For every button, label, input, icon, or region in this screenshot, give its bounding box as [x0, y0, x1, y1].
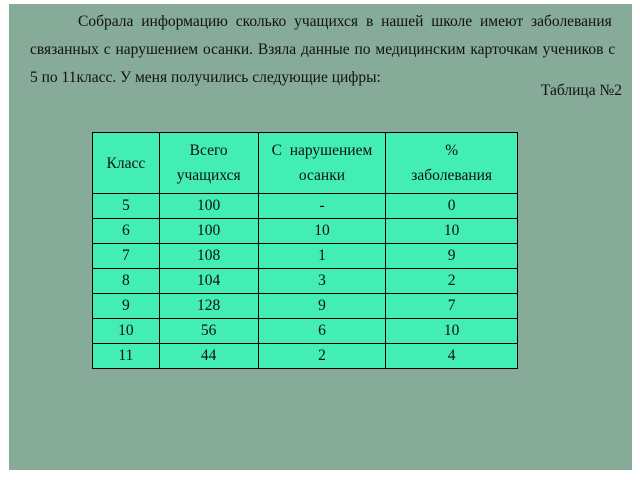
- cell-class: 5: [93, 194, 160, 219]
- intro-paragraph: [30, 8, 626, 92]
- cell-total: 100: [159, 194, 258, 219]
- table-body: [93, 194, 518, 369]
- cell-percent: 10: [386, 319, 518, 344]
- table-caption: Таблица №2: [540, 82, 622, 99]
- scoliosis-data-table: [92, 132, 518, 369]
- column-header-class: Класс: [93, 133, 160, 194]
- table-header-row: [93, 133, 518, 194]
- cell-percent: 4: [386, 344, 518, 369]
- intro-line: связанных с нарушением осанки. Взяла данные по медицинским карточкам учеников с: [30, 41, 616, 58]
- table-row: [93, 344, 518, 369]
- column-header-total: Всего учащихся: [159, 133, 258, 194]
- cell-percent: 7: [386, 294, 518, 319]
- cell-posture: 10: [258, 219, 386, 244]
- cell-class: 11: [93, 344, 160, 369]
- slide-background: [9, 4, 632, 470]
- table-row: [93, 219, 518, 244]
- cell-percent: 2: [386, 269, 518, 294]
- cell-posture: 1: [258, 244, 386, 269]
- cell-percent: 10: [386, 219, 518, 244]
- cell-total: 104: [159, 269, 258, 294]
- cell-total: 44: [159, 344, 258, 369]
- column-header-posture: С нарушением осанки: [258, 133, 386, 194]
- cell-percent: 0: [386, 194, 518, 219]
- cell-total: 56: [159, 319, 258, 344]
- cell-posture: 6: [258, 319, 386, 344]
- cell-posture: 3: [258, 269, 386, 294]
- table-row: [93, 194, 518, 219]
- table-row: [93, 294, 518, 319]
- table-row: [93, 269, 518, 294]
- intro-line: 5 по 11класс. У меня получились следующие цифры:: [30, 69, 381, 86]
- cell-class: 7: [93, 244, 160, 269]
- cell-class: 9: [93, 294, 160, 319]
- cell-posture: 9: [258, 294, 386, 319]
- intro-line: Собрала информацию сколько учащихся в нашей школе имеют заболевания: [78, 13, 612, 30]
- column-header-percent: % заболевания: [386, 133, 518, 194]
- cell-class: 8: [93, 269, 160, 294]
- cell-class: 10: [93, 319, 160, 344]
- cell-posture: -: [258, 194, 386, 219]
- table-row: [93, 319, 518, 344]
- cell-class: 6: [93, 219, 160, 244]
- cell-posture: 2: [258, 344, 386, 369]
- table-row: [93, 244, 518, 269]
- cell-total: 100: [159, 219, 258, 244]
- cell-percent: 9: [386, 244, 518, 269]
- cell-total: 108: [159, 244, 258, 269]
- cell-total: 128: [159, 294, 258, 319]
